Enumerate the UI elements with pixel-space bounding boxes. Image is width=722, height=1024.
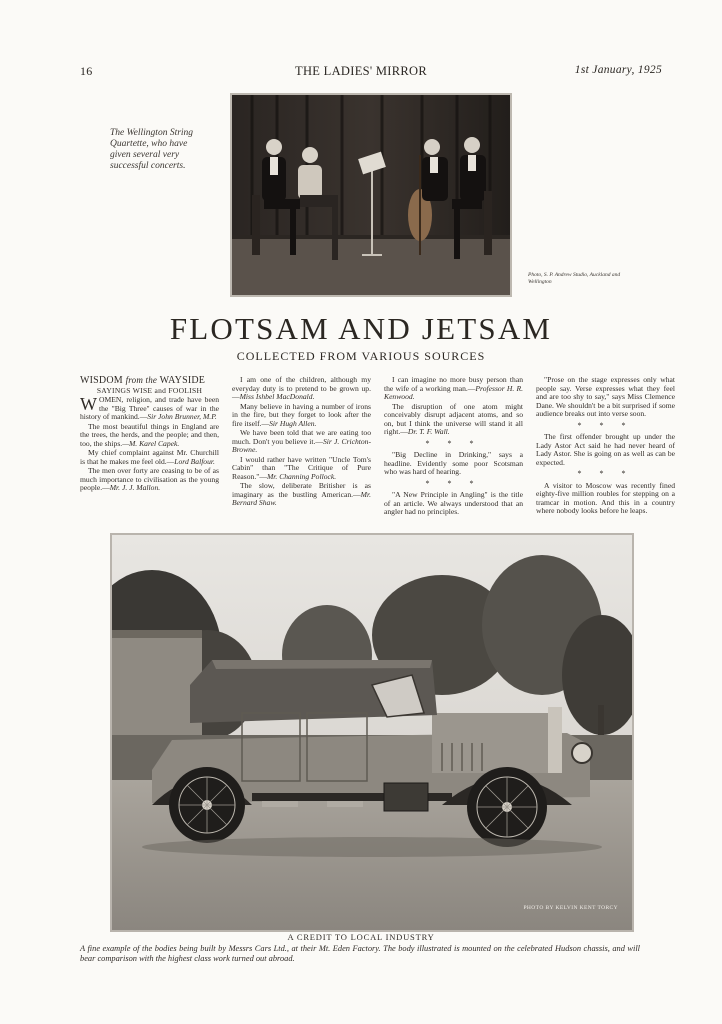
wisdom-heading: WISDOM from the WAYSIDE: [80, 375, 206, 386]
article-subtitle: COLLECTED FROM VARIOUS SOURCES: [236, 349, 486, 363]
quote-paragraph: I can imagine no more busy person than the wife of a working man.—Professor H. R. Kenwood.: [384, 375, 523, 401]
touring-car-photo: [110, 533, 634, 932]
quartette-illustration: [232, 95, 510, 295]
quote-paragraph: I would rather have written "Uncle Tom's Cabin" than "The Critique of Pure Reason."—Mr. Channing Pollock.: [232, 454, 371, 481]
quartette-photo-credit: Photo, S. P. Andrew Studio, Auckland and Wellington: [528, 272, 621, 285]
article-column-4: [536, 376, 675, 517]
quote-paragraph: A visitor to Moscow was recently fined eighty-five million roubles for stepping on a tramcar in motion. And this in a country where nobody looks before he leaps.: [536, 480, 675, 515]
car-caption-body: A fine example of the bodies being built by Messrs Cars Ltd., at their Mt. Eden Factory. The body illustrated is mounted on the celebrated Hudson chassis, and will bear comparison with the highest class work turned out abroad.: [80, 944, 640, 963]
quote-paragraph: Many believe in having a number of irons in the fire, but they forget to look after the fire itself.—Sir Hugh Allen.: [232, 401, 371, 428]
drop-cap: W: [80, 394, 97, 414]
article-title: FLOTSAM AND JETSAM: [169, 311, 553, 346]
quote-paragraph: The first offender brought up under the Lady Astor Act said he had never heard of Lady Astor. She is going on as well as can be expected.: [536, 432, 675, 467]
quote-paragraph: The disruption of one atom might conceivably disrupt adjacent atoms, and so on, but I think the universe will stand it all right.—Dr. T. F. Wall.: [384, 401, 523, 436]
separator-stars: * * *: [577, 469, 634, 478]
issue-date: 1st January, 1925: [574, 64, 662, 76]
quartette-photo: [230, 93, 512, 297]
quote-paragraph: "A New Principle in Angling" is the title of an article. We always understood that an angler had no principles.: [384, 490, 523, 516]
touring-car-illustration: [112, 535, 632, 930]
publication-title: THE LADIES' MIRROR: [295, 64, 427, 78]
quote-paragraph: WOMEN, religion, and trade have been the "Big Three" causes of war in the history of mankind.—Sir John Brunner, M.P.: [80, 394, 219, 421]
quote-paragraph: The men over forty are ceasing to be of as much importance to civilisation as the young people.—Mr. J. J. Mallon.: [80, 466, 219, 492]
quartette-caption: The Wellington String Quartette, who have given several very successful concerts.: [110, 128, 194, 171]
separator-stars: * * *: [425, 478, 482, 488]
car-caption-title: A CREDIT TO LOCAL INDUSTRY: [287, 932, 435, 942]
photographer-stamp: PHOTO BY KELVIN KENT TORCY: [523, 905, 618, 911]
page-number: 16: [80, 64, 93, 78]
quote-paragraph: My chief complaint against Mr. Churchill is that he makes me feel old.—Lord Balfour.: [80, 448, 219, 466]
article-column-2: [232, 376, 371, 509]
article-column-1: [80, 376, 219, 494]
quote-paragraph: "Prose on the stage expresses only what people say. Verse expresses what they feel and are too shy to say," says Miss Clemence Dane. We shouldn't be a bit surprised if some audience breaks out into verse soon.: [536, 375, 675, 418]
quote-paragraph: I am one of the children, although my everyday duty is to pretend to be grown up.—Miss Ishbel MacDonald.: [232, 375, 371, 401]
quote-paragraph: The slow, deliberate Britisher is as imaginary as the bustling American.—Mr. Bernard Shaw.: [232, 481, 371, 507]
separator-stars: * * *: [577, 420, 634, 430]
separator-stars: * * *: [425, 438, 482, 448]
quote-paragraph: We have been told that we are eating too much. Don't you believe it.—Sir J. Crichton-Browne.: [232, 428, 371, 454]
article-column-3: [384, 376, 523, 518]
wisdom-subheading: SAYINGS WISE and FOOLISH: [96, 385, 203, 395]
quote-paragraph: The most beautiful things in England are the trees, the herds, and the people; and then, too, the ships.—M. Karel Capek.: [80, 421, 219, 448]
quote-paragraph: "Big Decline in Drinking," says a headline. Evidently some poor Scotsman who was hard of hearing.: [384, 450, 523, 476]
